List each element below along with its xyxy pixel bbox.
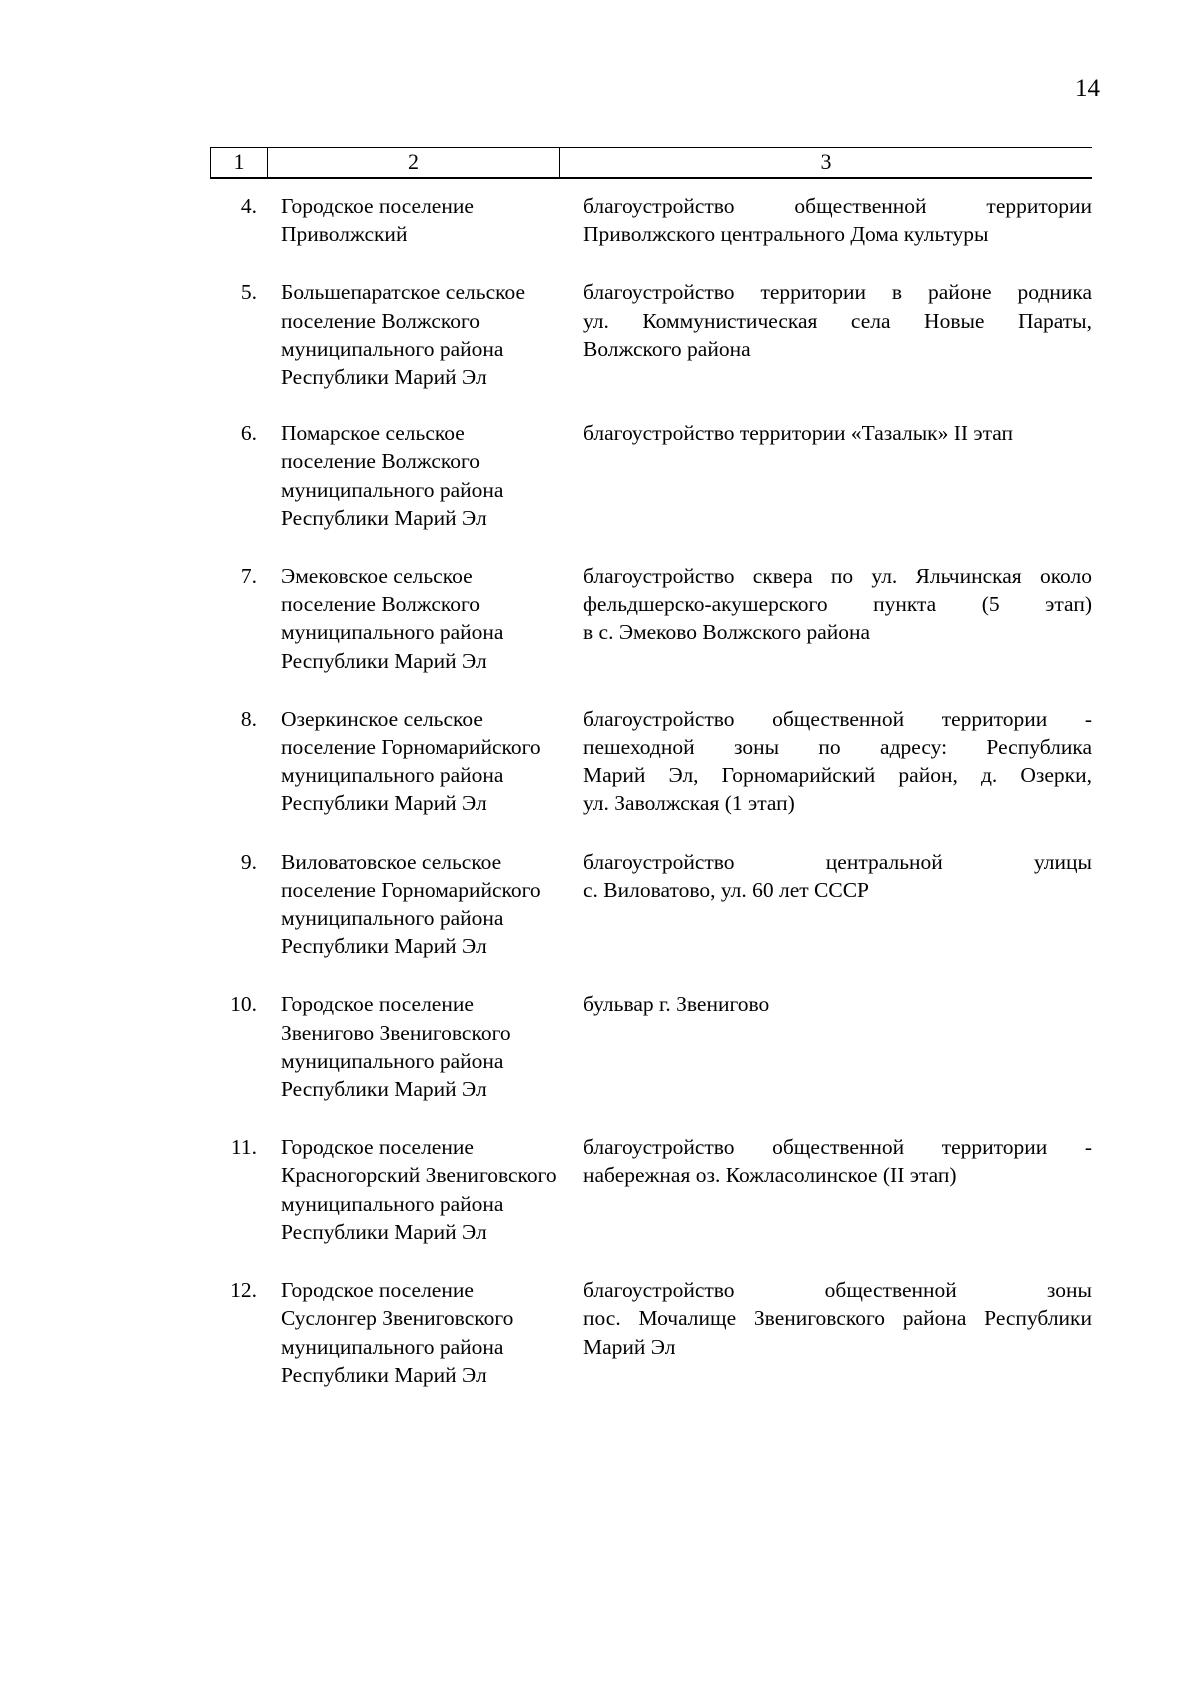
row-number: 8. — [240, 706, 257, 731]
row-number: 7. — [240, 564, 257, 589]
description-line: фельдшерско-акушерского пункта (5 этап) — [583, 592, 1092, 617]
municipality-name: Виловатовское сельское поселение Горномарийского муниципального района Республики Марий Эл — [281, 849, 541, 959]
description-line: Приволжского центрального Дома культуры — [583, 222, 989, 247]
description-line: в с. Эмеково Волжского района — [583, 620, 871, 645]
project-description — [583, 1133, 1092, 1246]
column-header-2: 2 — [268, 148, 560, 177]
description-line: благоустройство сквера по ул. Яльчинская около — [583, 564, 1092, 589]
description-line: набережная оз. Кожласолинское (II этап) — [583, 1163, 957, 1188]
project-description — [583, 419, 1092, 532]
table-row — [210, 1133, 1092, 1246]
row-number: 12. — [230, 1278, 257, 1303]
description-line: благоустройство общественной территории — [583, 194, 1092, 218]
municipality-name: Эмековское сельское поселение Волжского муниципального района Республики Марий Эл — [281, 564, 504, 673]
description-line: благоустройство территории «Тазалык» II этап — [583, 421, 1014, 446]
description-line: благоустройство общественной территории - — [583, 706, 1092, 731]
row-number: 5. — [240, 280, 257, 305]
description-line: благоустройство общественной зоны — [583, 1278, 1092, 1303]
description-line: ул. Коммунистическая села Новые Параты, — [583, 308, 1092, 333]
project-description — [583, 278, 1092, 391]
project-description — [583, 848, 1092, 961]
row-number: 9. — [240, 849, 257, 874]
table-row — [210, 705, 1092, 818]
table-row — [210, 990, 1092, 1103]
municipality-name: Городское поселение Суслонгер Звениговского муниципального района Республики Марий Эл — [281, 1278, 514, 1387]
project-description — [583, 1276, 1092, 1389]
project-description — [583, 990, 1092, 1103]
table-body — [210, 192, 1092, 1389]
project-description — [583, 192, 1092, 248]
table-row — [210, 278, 1092, 391]
column-header-3: 3 — [820, 149, 832, 174]
row-number: 4. — [240, 194, 257, 218]
municipality-name: Городское поселение Красногорский Звениговского муниципального района Республики Марий Эл — [281, 1135, 557, 1244]
municipality-name: Городское поселение Приволжский — [281, 194, 474, 247]
municipality-name: Большепаратское сельское поселение Волжского муниципального района Республики Марий Эл — [281, 280, 526, 390]
municipality-name: Озеркинское сельское поселение Горномарийского муниципального района Республики Марий Эл — [281, 706, 541, 816]
table-row — [210, 419, 1092, 532]
description-line: благоустройство территории в районе родника — [583, 280, 1092, 305]
table-header — [210, 147, 1092, 179]
description-line: Марий Эл, Горномарийский район, д. Озерки, — [583, 763, 1092, 788]
row-number: 10. — [230, 992, 257, 1017]
description-line: бульвар г. Звенигово — [583, 992, 770, 1017]
project-description — [583, 562, 1092, 675]
description-line: ул. Заволжская (1 этап) — [583, 791, 795, 816]
column-header-1: 1 — [210, 148, 268, 177]
table-row — [210, 192, 1092, 248]
row-number: 11. — [230, 1135, 257, 1160]
description-line: благоустройство центральной улицы — [583, 849, 1092, 874]
description-line: Марий Эл — [583, 1334, 676, 1359]
description-line: Волжского района — [583, 336, 751, 361]
page-number: 14 — [1075, 75, 1100, 102]
table-row — [210, 562, 1092, 675]
description-line: пос. Мочалище Звениговского района Республики — [583, 1306, 1092, 1331]
project-description — [583, 705, 1092, 818]
municipality-name: Помарское сельское поселение Волжского муниципального района Республики Марий Эл — [281, 421, 504, 530]
row-number: 6. — [240, 421, 257, 446]
description-line: благоустройство общественной территории - — [583, 1135, 1092, 1160]
municipality-name: Городское поселение Звенигово Звениговского муниципального района Республики Марий Эл — [281, 992, 511, 1102]
description-line: пешеходной зоны по адресу: Республика — [583, 735, 1092, 760]
table-row — [210, 1276, 1092, 1389]
table-row — [210, 848, 1092, 961]
description-line: с. Виловатово, ул. 60 лет СССР — [583, 877, 870, 902]
